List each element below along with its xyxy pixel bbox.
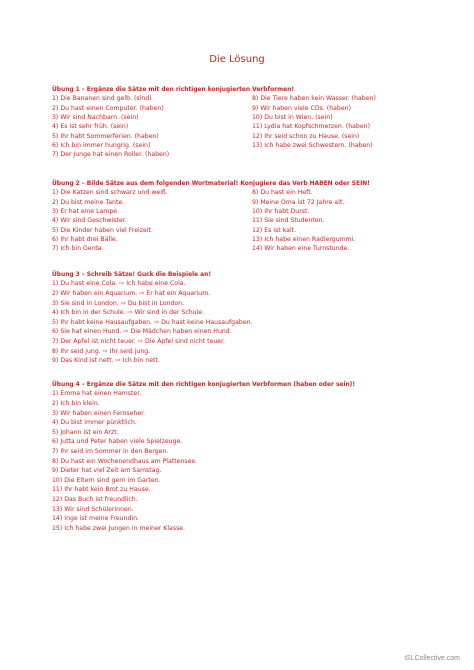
- exercise-3: [52, 271, 432, 366]
- list-item: 2) Du bist meine Tante.: [52, 198, 125, 206]
- list-item: 8) Du hast ein Heft.: [252, 189, 313, 197]
- list-item: 5) Johann ist ein Arzt.: [52, 428, 119, 436]
- exercise-4-heading: Übung 4 – Ergänze die Sätze mit den richtigen konjugierten Verbformen (haben oder sein)!: [52, 382, 356, 388]
- list-item: 2) Wir haben ein Aquarium. ⇨ Er hat ein Aquarium.: [52, 290, 211, 297]
- exercise-3-heading: Übung 3 – Schreib Sätze! Guck die Beispiele an!: [52, 272, 212, 278]
- list-item: 8) Du hast ein Wochenendhaus am Plattensee.: [52, 457, 198, 465]
- exercise-2-columns: [52, 188, 432, 253]
- list-item: 11) Ihr habt kein Brot zu Hause.: [52, 486, 151, 494]
- list-item: 1) Du hast eine Cola. ⇨ Ich habe eine Cola.: [52, 280, 186, 288]
- exercise-1: [52, 86, 432, 159]
- exercise-4: [52, 381, 432, 533]
- list-item: 7) Der Apfel ist nicht teuer. ⇨ Die Äpfel sind nicht teuer.: [52, 337, 226, 345]
- list-item: 10) Die Eltern sind gern im Garten.: [52, 476, 161, 484]
- list-item: 6) Jutta und Peter haben viele Spielzeuge.: [52, 438, 183, 446]
- exercise-2-right-column: [252, 188, 432, 253]
- list-item: 8) Die Tiere haben kein Wasser. (haben): [252, 95, 376, 103]
- list-item: 13) Ich habe zwei Schwestern. (haben): [252, 141, 373, 149]
- list-item: 4) Wir sind Geschwister.: [52, 217, 127, 225]
- list-item: 15) Ich habe zwei Jungen in meiner Klasse.: [52, 524, 186, 532]
- exercise-1-columns: [52, 94, 432, 159]
- list-item: 3) Wir haben einen Fernseher.: [52, 409, 146, 417]
- list-item: 5) Die Kinder haben viel Freizeit.: [52, 226, 153, 234]
- list-item: 5) Ihr habt keine Hausaufgaben. ⇨ Du hast keine Hausaufgaben.: [52, 318, 253, 326]
- exercise-2-heading: Übung 2 – Bilde Sätze aus dem folgenden Wortmaterial! Konjugiere das Verb HABEN oder SEIN!: [52, 181, 370, 187]
- list-item: 1) Die Katzen sind schwarz und weiß.: [52, 189, 168, 197]
- list-item: 4) Du bist immer pünktlich.: [52, 419, 137, 427]
- list-item: 9) Das Kind ist nett. ⇨ Ich bin nett.: [52, 357, 160, 365]
- list-item: 13) Wir sind Schülerinnen.: [52, 505, 134, 513]
- list-item: 1) Die Bananen sind gelb. (sind): [52, 95, 152, 103]
- page-title: Die Lösung: [209, 54, 265, 65]
- list-item: 6) Sie hat einen Hund. ⇨ Die Mädchen haben einen Hund.: [52, 328, 232, 336]
- list-item: 1) Emma hat einen Hamster.: [52, 390, 142, 398]
- exercise-2: [52, 180, 432, 253]
- list-item: 2) Du hast einen Computer. (haben): [52, 104, 164, 112]
- list-item: 4) Es ist sehr früh. (sein): [52, 123, 129, 131]
- list-item: 9) Meine Oma ist 72 Jahre alt.: [252, 198, 345, 206]
- list-item: 6) Ich bin immer hungrig. (sein): [52, 141, 151, 149]
- list-item: 12) Es ist kalt.: [252, 226, 297, 234]
- list-item: 3) Wir sind Nachbarn. (sein): [52, 114, 139, 121]
- exercise-1-heading: Übung 1 – Ergänze die Sätze mit den richtigen konjugierten Verbformen!: [52, 87, 295, 93]
- list-item: 4) Ich bin in der Schule. ⇨ Wir sind in der Schule.: [52, 309, 205, 317]
- list-item: 9) Wir haben viele CDs. (haben): [252, 104, 351, 112]
- list-item: 13) Ich habe einen Radiergummi.: [252, 235, 356, 243]
- list-item: 3) Sie sind in London. ⇨ Du bist in London.: [52, 299, 185, 307]
- list-item: 7) Der Junge hat einen Roller. (haben): [52, 151, 170, 159]
- list-item: 12) Ihr seid schon zu Hause. (sein): [252, 132, 360, 140]
- list-item: 12) Das Buch ist freundlich.: [52, 495, 138, 503]
- list-item: 5) Ihr habt Sommerferien. (haben): [52, 132, 159, 140]
- list-item: 9) Dieter hat viel Zeit am Samstag.: [52, 467, 162, 475]
- list-item: 6) Ihr habt drei Bälle.: [52, 235, 118, 243]
- list-item: 14) Inge ist meine Freundin.: [52, 515, 139, 523]
- list-item: 11) Lydia hat Kopfschmerzen. (haben): [252, 123, 370, 131]
- list-item: 8) Ihr seid jung. ⇨ Ihr seid jung.: [52, 347, 151, 355]
- exercise-2-left-column: [52, 188, 252, 253]
- list-item: 2) Ich bin klein.: [52, 400, 100, 407]
- list-item: 7) Ich bin Gerda.: [52, 245, 104, 253]
- exercise-1-right-column: [252, 94, 432, 159]
- list-item: 10) Du bist in Wien. (sein): [252, 114, 333, 121]
- footer-watermark: iSLCollective.com: [404, 655, 460, 662]
- list-item: 14) Wir haben eine Turnstunde.: [252, 245, 350, 253]
- list-item: 11) Sie sind Studenten.: [252, 217, 325, 225]
- exercise-1-left-column: [52, 94, 252, 159]
- list-item: 7) Ihr seid im Sommer in den Bergen.: [52, 447, 169, 455]
- list-item: 3) Er hat eine Lampe.: [52, 208, 120, 215]
- list-item: 10) Ihr habt Durst.: [252, 208, 310, 215]
